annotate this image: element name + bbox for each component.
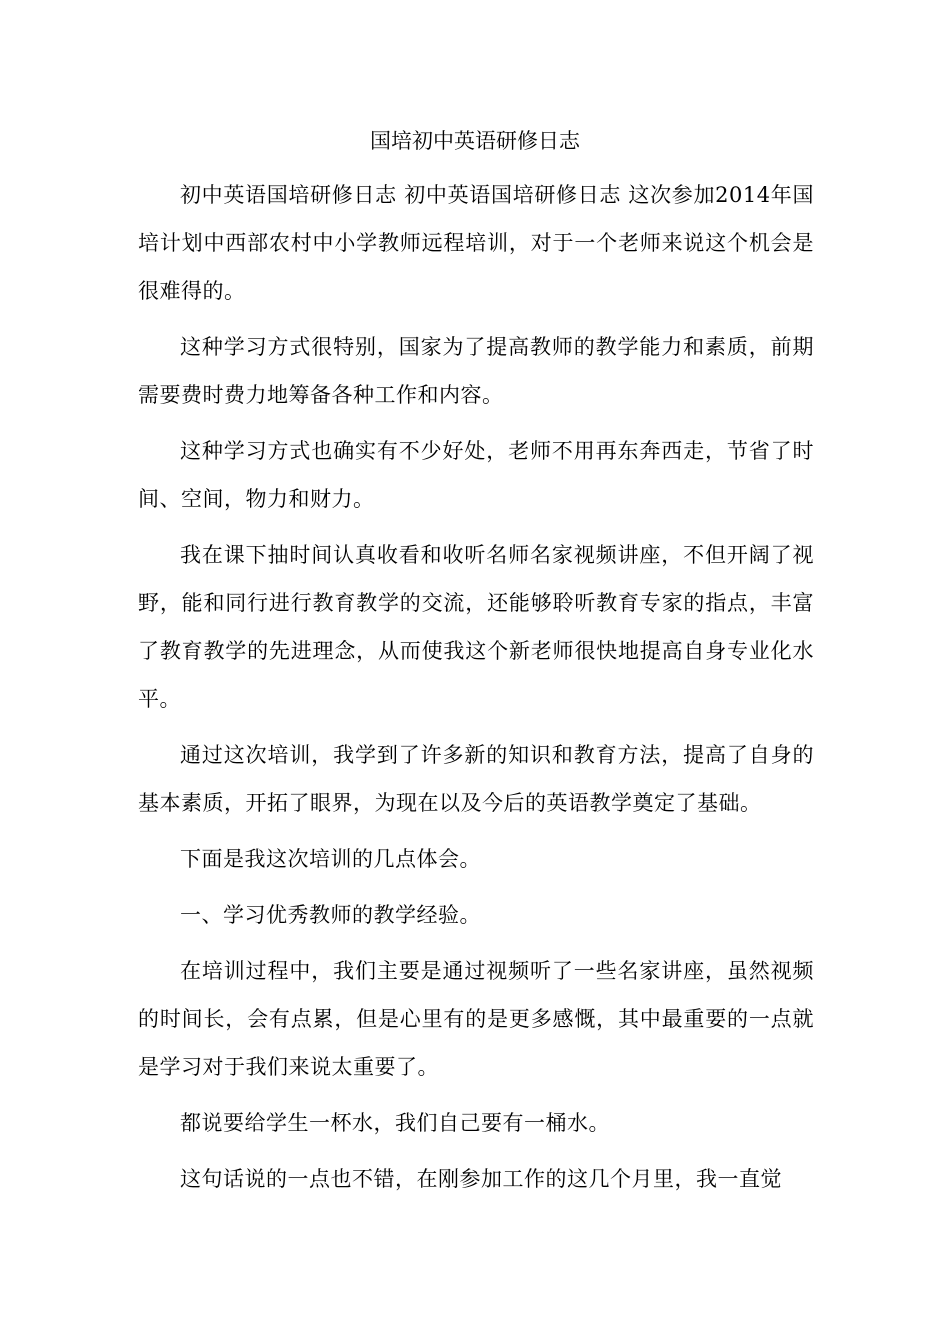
- paragraph-3: 这种学习方式也确实有不少好处，老师不用再东奔西走，节省了时间、空间，物力和财力。: [138, 439, 814, 511]
- paragraph-4: 我在课下抽时间认真收看和收听名师名家视频讲座，不但开阔了视野，能和同行进行教育教学的交流，还能够聆听教育专家的指点，丰富了教育教学的先进理念，从而使我这个新老师很快地提高自身专业化水平。: [138, 543, 814, 711]
- paragraph-1: 初中英语国培研修日志 初中英语国培研修日志 这次参加2014年国培计划中西部农村中小学教师远程培训，对于一个老师来说这个机会是很难得的。: [138, 183, 814, 303]
- document-body: [138, 171, 814, 1211]
- paragraph-2: 这种学习方式很特别，国家为了提高教师的教学能力和素质，前期需要费时费力地筹备各种工作和内容。: [138, 335, 814, 407]
- paragraph-9: 这句话说的一点也不错，在刚参加工作的这几个月里，我一直觉: [180, 1167, 782, 1191]
- document-title: 国培初中英语研修日志: [370, 129, 580, 153]
- paragraph-6: 下面是我这次培训的几点体会。: [180, 847, 481, 871]
- paragraph-8: 都说要给学生一杯水，我们自己要有一桶水。: [180, 1111, 610, 1135]
- section-heading-1: 一、学习优秀教师的教学经验。: [180, 903, 481, 927]
- paragraph-7: 在培训过程中，我们主要是通过视频听了一些名家讲座，虽然视频的时间长，会有点累，但是心里有的是更多感慨，其中最重要的一点就是学习对于我们来说太重要了。: [138, 959, 814, 1079]
- paragraph-5: 通过这次培训，我学到了许多新的知识和教育方法，提高了自身的基本素质，开拓了眼界，为现在以及今后的英语教学奠定了基础。: [138, 743, 814, 815]
